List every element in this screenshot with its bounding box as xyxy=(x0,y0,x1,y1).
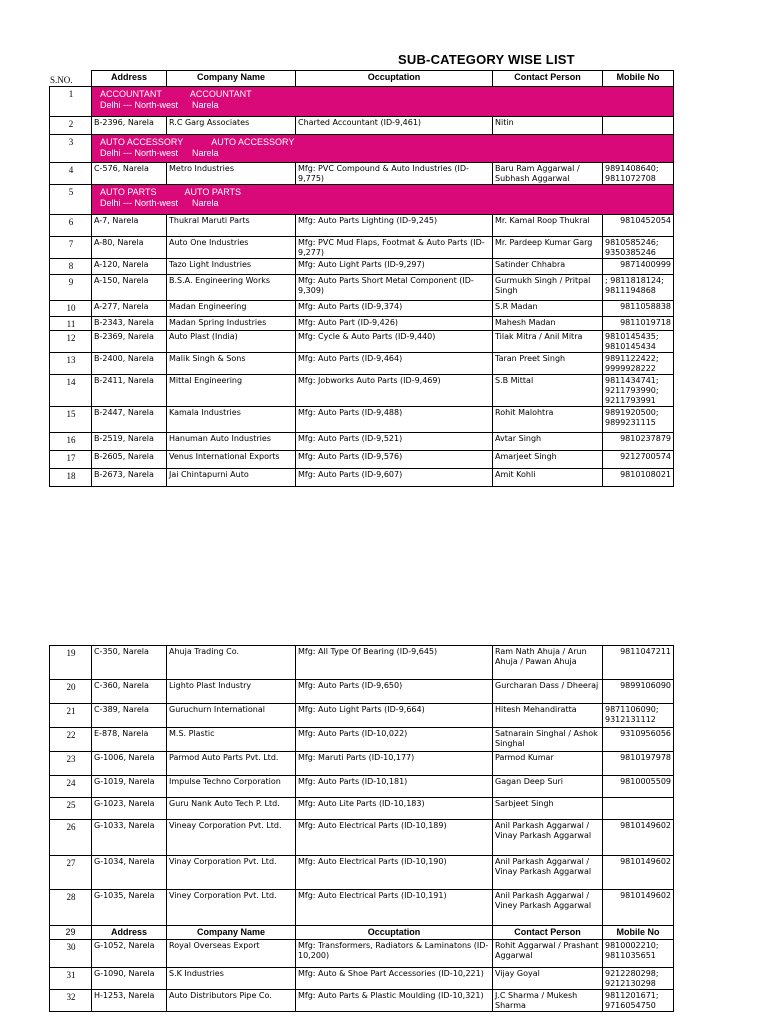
company-cell: Impulse Techno Corporation xyxy=(167,776,296,798)
subcategory-label: AUTO ACCESSORY xyxy=(211,137,295,147)
contact-cell: Mr. Kamal Roop Thukral xyxy=(493,215,603,237)
table-row xyxy=(50,940,674,968)
region-label: Delhi --- North-west xyxy=(100,198,179,208)
mobile-cell: 9811058838 xyxy=(603,301,674,317)
sno-cell: 18 xyxy=(50,469,92,487)
address-cell: G-1090, Narela xyxy=(92,968,167,990)
sno-cell: 13 xyxy=(50,353,92,375)
table-row xyxy=(50,259,674,275)
company-cell: Royal Overseas Export xyxy=(167,940,296,968)
company-cell: Auto Plast (India) xyxy=(167,331,296,353)
contact-cell: Sarbjeet Singh xyxy=(493,798,603,820)
address-cell: G-1033, Narela xyxy=(92,820,167,856)
table-row xyxy=(50,704,674,728)
occupation-cell: Mfg: Auto Parts (ID-9,488) xyxy=(296,407,493,433)
company-cell: Vineay Corporation Pvt. Ltd. xyxy=(167,820,296,856)
sno-cell: 32 xyxy=(50,990,92,1012)
sno-column-header: S.NO. xyxy=(50,75,73,85)
address-cell: C-360, Narela xyxy=(92,680,167,704)
category-banner xyxy=(92,185,674,215)
mobile-cell: ; 9811818124; 9811194868 xyxy=(603,275,674,301)
contact-cell: Taran Preet Singh xyxy=(493,353,603,375)
company-cell: Guruchurn International xyxy=(167,704,296,728)
area-label: Narela xyxy=(192,198,219,208)
company-cell: Parmod Auto Parts Pvt. Ltd. xyxy=(167,752,296,776)
sno-cell: 22 xyxy=(50,728,92,752)
sno-cell: 14 xyxy=(50,375,92,407)
occupation-cell: Mfg: PVC Mud Flaps, Footmat & Auto Parts (ID-9,277) xyxy=(296,237,493,259)
contact-cell: Gagan Deep Suri xyxy=(493,776,603,798)
company-cell: Metro Industries xyxy=(167,163,296,185)
category-banner xyxy=(92,87,674,117)
company-cell: Ahuja Trading Co. xyxy=(167,646,296,680)
address-cell: G-1006, Narela xyxy=(92,752,167,776)
table-row xyxy=(50,215,674,237)
sno-cell: 27 xyxy=(50,856,92,890)
occupation-cell: Mfg: Auto Parts (ID-9,464) xyxy=(296,353,493,375)
column-header-mobile: Mobile No xyxy=(603,71,674,87)
address-cell: A-80, Narela xyxy=(92,237,167,259)
table-row xyxy=(50,968,674,990)
address-cell: G-1023, Narela xyxy=(92,798,167,820)
sno-cell: 30 xyxy=(50,940,92,968)
mobile-cell: 9891920500; 9899231115 xyxy=(603,407,674,433)
address-cell: A-7, Narela xyxy=(92,215,167,237)
contact-cell: Parmod Kumar xyxy=(493,752,603,776)
table-row xyxy=(50,317,674,331)
mobile-cell: 9811047211 xyxy=(603,646,674,680)
sno-header-blank xyxy=(50,71,92,87)
company-cell: Viney Corporation Pvt. Ltd. xyxy=(167,890,296,926)
contact-cell: S.R Madan xyxy=(493,301,603,317)
listing-table-bottom xyxy=(49,645,674,1012)
company-cell: Venus International Exports xyxy=(167,451,296,469)
mobile-cell: 9310956056 xyxy=(603,728,674,752)
contact-cell: Anil Parkash Aggarwal / Viney Parkash Aggarwal xyxy=(493,890,603,926)
address-cell: A-150, Narela xyxy=(92,275,167,301)
address-cell: H-1253, Narela xyxy=(92,990,167,1012)
occupation-cell: Mfg: Auto Part (ID-9,426) xyxy=(296,317,493,331)
occupation-cell: Mfg: Cycle & Auto Parts (ID-9,440) xyxy=(296,331,493,353)
contact-cell: S.B Mittal xyxy=(493,375,603,407)
column-header-contact: Contact Person xyxy=(493,71,603,87)
sno-cell: 23 xyxy=(50,752,92,776)
column-header-company: Company Name xyxy=(167,926,296,940)
occupation-cell: Mfg: Auto Parts (ID-10,022) xyxy=(296,728,493,752)
occupation-cell: Mfg: Auto Parts (ID-9,374) xyxy=(296,301,493,317)
mobile-cell: 9810108021 xyxy=(603,469,674,487)
occupation-cell: Mfg: Auto Electrical Parts (ID-10,189) xyxy=(296,820,493,856)
contact-cell: J.C Sharma / Mukesh Sharma xyxy=(493,990,603,1012)
sno-cell: 9 xyxy=(50,275,92,301)
table-row xyxy=(50,646,674,680)
contact-cell: Mahesh Madan xyxy=(493,317,603,331)
mobile-cell: 9810149602 xyxy=(603,820,674,856)
mobile-cell: 9871400999 xyxy=(603,259,674,275)
occupation-cell: Mfg: Auto Light Parts (ID-9,297) xyxy=(296,259,493,275)
occupation-cell: Charted Accountant (ID-9,461) xyxy=(296,117,493,135)
address-cell: C-576, Narela xyxy=(92,163,167,185)
contact-cell: Vijay Goyal xyxy=(493,968,603,990)
address-cell: A-277, Narela xyxy=(92,301,167,317)
company-cell: Jai Chintapurni Auto xyxy=(167,469,296,487)
company-cell: Mittal Engineering xyxy=(167,375,296,407)
column-header-address: Address xyxy=(92,71,167,87)
address-cell: G-1052, Narela xyxy=(92,940,167,968)
company-cell: Auto One Industries xyxy=(167,237,296,259)
address-cell: C-389, Narela xyxy=(92,704,167,728)
table-row xyxy=(50,407,674,433)
sno-cell: 1 xyxy=(50,87,92,117)
table-row xyxy=(50,680,674,704)
area-label: Narela xyxy=(192,148,219,158)
sno-cell: 15 xyxy=(50,407,92,433)
table-row xyxy=(50,776,674,798)
contact-cell: Baru Ram Aggarwal / Subhash Aggarwal xyxy=(493,163,603,185)
sno-cell: 31 xyxy=(50,968,92,990)
occupation-cell: Mfg: Auto Parts (ID-10,181) xyxy=(296,776,493,798)
contact-cell: Ram Nath Ahuja / Arun Ahuja / Pawan Ahuja xyxy=(493,646,603,680)
contact-cell: Avtar Singh xyxy=(493,433,603,451)
mobile-cell: 9810002210; 9811035651 xyxy=(603,940,674,968)
sno-cell: 26 xyxy=(50,820,92,856)
column-header-mobile: Mobile No xyxy=(603,926,674,940)
table-row xyxy=(50,163,674,185)
sno-cell: 29 xyxy=(50,926,92,940)
occupation-cell: Mfg: Auto Electrical Parts (ID-10,190) xyxy=(296,856,493,890)
table-row xyxy=(50,990,674,1012)
sno-cell: 10 xyxy=(50,301,92,317)
table-row xyxy=(50,433,674,451)
company-cell: B.S.A. Engineering Works xyxy=(167,275,296,301)
table-row xyxy=(50,856,674,890)
contact-cell: Nitin xyxy=(493,117,603,135)
company-cell: Madan Spring Industries xyxy=(167,317,296,331)
contact-cell: Rohit Aggarwal / Prashant Aggarwal xyxy=(493,940,603,968)
address-cell: B-2605, Narela xyxy=(92,451,167,469)
occupation-cell: Mfg: Auto Electrical Parts (ID-10,191) xyxy=(296,890,493,926)
occupation-cell: Mfg: Auto Lite Parts (ID-10,183) xyxy=(296,798,493,820)
sno-cell: 5 xyxy=(50,185,92,215)
occupation-cell: Mfg: Auto Parts (ID-9,607) xyxy=(296,469,493,487)
contact-cell: Gurmukh Singh / Pritpal Singh xyxy=(493,275,603,301)
company-cell: Malik Singh & Sons xyxy=(167,353,296,375)
repeated-header-row xyxy=(50,926,674,940)
mobile-cell: 9891122422; 9999928222 xyxy=(603,353,674,375)
contact-cell: Gurcharan Dass / Dheeraj xyxy=(493,680,603,704)
occupation-cell: Mfg: Jobworks Auto Parts (ID-9,469) xyxy=(296,375,493,407)
sno-cell: 7 xyxy=(50,237,92,259)
contact-cell: Rohit Malohtra xyxy=(493,407,603,433)
occupation-cell: Mfg: Auto Parts Lighting (ID-9,245) xyxy=(296,215,493,237)
occupation-cell: Mfg: Auto Parts (ID-9,521) xyxy=(296,433,493,451)
mobile-cell: 9810237879 xyxy=(603,433,674,451)
company-cell: Auto Distributors Pipe Co. xyxy=(167,990,296,1012)
listing-table-top xyxy=(49,70,674,487)
category-row xyxy=(50,185,674,215)
contact-cell: Hitesh Mehandiratta xyxy=(493,704,603,728)
address-cell: G-1034, Narela xyxy=(92,856,167,890)
mobile-cell: 9891408640; 9811072708 xyxy=(603,163,674,185)
occupation-cell: Mfg: Auto Light Parts (ID-9,664) xyxy=(296,704,493,728)
mobile-cell xyxy=(603,798,674,820)
subcategory-label: AUTO PARTS xyxy=(184,187,242,197)
address-cell: B-2369, Narela xyxy=(92,331,167,353)
table-row xyxy=(50,375,674,407)
header-row xyxy=(50,71,674,87)
mobile-cell: 9810149602 xyxy=(603,856,674,890)
address-cell: C-350, Narela xyxy=(92,646,167,680)
category-label: ACCOUNTANT xyxy=(100,89,162,99)
table-row xyxy=(50,469,674,487)
category-label: AUTO PARTS xyxy=(100,187,157,197)
occupation-cell: Mfg: Auto Parts (ID-9,650) xyxy=(296,680,493,704)
contact-cell: Satnarain Singhal / Ashok Singhal xyxy=(493,728,603,752)
address-cell: B-2673, Narela xyxy=(92,469,167,487)
sno-cell: 12 xyxy=(50,331,92,353)
address-cell: B-2343, Narela xyxy=(92,317,167,331)
company-cell: R.C Garg Associates xyxy=(167,117,296,135)
occupation-cell: Mfg: Auto Parts Short Metal Component (ID-9,309) xyxy=(296,275,493,301)
company-cell: Lighto Plast Industry xyxy=(167,680,296,704)
company-cell: Tazo Light Industries xyxy=(167,259,296,275)
mobile-cell: 9810145435; 9810145434 xyxy=(603,331,674,353)
contact-cell: Amarjeet Singh xyxy=(493,451,603,469)
column-header-company: Company Name xyxy=(167,71,296,87)
region-label: Delhi --- North-west xyxy=(100,100,179,110)
occupation-cell: Mfg: Auto Parts (ID-9,576) xyxy=(296,451,493,469)
address-cell: B-2411, Narela xyxy=(92,375,167,407)
address-cell: B-2519, Narela xyxy=(92,433,167,451)
table-row xyxy=(50,728,674,752)
address-cell: A-120, Narela xyxy=(92,259,167,275)
company-cell: Madan Engineering xyxy=(167,301,296,317)
mobile-cell: 9899106090 xyxy=(603,680,674,704)
mobile-cell: 9212280298; 9212130298 xyxy=(603,968,674,990)
sno-cell: 16 xyxy=(50,433,92,451)
mobile-cell xyxy=(603,117,674,135)
table-row xyxy=(50,890,674,926)
mobile-cell: 9810585246; 9350385246 xyxy=(603,237,674,259)
company-cell: Vinay Corporation Pvt. Ltd. xyxy=(167,856,296,890)
company-cell: Guru Nank Auto Tech P. Ltd. xyxy=(167,798,296,820)
sno-cell: 3 xyxy=(50,135,92,163)
address-cell: B-2400, Narela xyxy=(92,353,167,375)
contact-cell: Amit Kohli xyxy=(493,469,603,487)
region-label: Delhi --- North-west xyxy=(100,148,179,158)
column-header-address: Address xyxy=(92,926,167,940)
sno-cell: 21 xyxy=(50,704,92,728)
sno-cell: 19 xyxy=(50,646,92,680)
sno-cell: 6 xyxy=(50,215,92,237)
company-cell: Kamala Industries xyxy=(167,407,296,433)
table-row xyxy=(50,275,674,301)
mobile-cell: 9212700574 xyxy=(603,451,674,469)
sno-cell: 28 xyxy=(50,890,92,926)
subcategory-label: ACCOUNTANT xyxy=(189,89,252,99)
mobile-cell: 9811019718 xyxy=(603,317,674,331)
sno-cell: 4 xyxy=(50,163,92,185)
category-row xyxy=(50,135,674,163)
address-cell: B-2396, Narela xyxy=(92,117,167,135)
occupation-cell: Mfg: Maruti Parts (ID-10,177) xyxy=(296,752,493,776)
sno-cell: 8 xyxy=(50,259,92,275)
area-label: Narela xyxy=(192,100,219,110)
mobile-cell: 9811201671; 9716054750 xyxy=(603,990,674,1012)
company-cell: M.S. Plastic xyxy=(167,728,296,752)
contact-cell: Anil Parkash Aggarwal / Vinay Parkash Aggarwal xyxy=(493,856,603,890)
table-row xyxy=(50,798,674,820)
sno-cell: 11 xyxy=(50,317,92,331)
sno-cell: 20 xyxy=(50,680,92,704)
mobile-cell: 9810005509 xyxy=(603,776,674,798)
mobile-cell: 9810149602 xyxy=(603,890,674,926)
table-row xyxy=(50,820,674,856)
sno-cell: 25 xyxy=(50,798,92,820)
page-title: SUB-CATEGORY WISE LIST xyxy=(398,52,575,67)
column-header-contact: Contact Person xyxy=(493,926,603,940)
mobile-cell: 9810197978 xyxy=(603,752,674,776)
table-row xyxy=(50,237,674,259)
table-row xyxy=(50,353,674,375)
address-cell: G-1019, Narela xyxy=(92,776,167,798)
table-row xyxy=(50,117,674,135)
contact-cell: Satinder Chhabra xyxy=(493,259,603,275)
table-row xyxy=(50,752,674,776)
company-cell: Hanuman Auto Industries xyxy=(167,433,296,451)
table-row xyxy=(50,301,674,317)
occupation-cell: Mfg: Auto Parts & Plastic Moulding (ID-10,321) xyxy=(296,990,493,1012)
mobile-cell: 9811434741; 9211793990; 9211793991 xyxy=(603,375,674,407)
category-row xyxy=(50,87,674,117)
column-header-occupation: Occuptation xyxy=(296,926,493,940)
company-cell: S.K Industries xyxy=(167,968,296,990)
address-cell: G-1035, Narela xyxy=(92,890,167,926)
occupation-cell: Mfg: PVC Compound & Auto Industries (ID-9,775) xyxy=(296,163,493,185)
contact-cell: Mr. Pardeep Kumar Garg xyxy=(493,237,603,259)
company-cell: Thukral Maruti Parts xyxy=(167,215,296,237)
occupation-cell: Mfg: Auto & Shoe Part Accessories (ID-10,221) xyxy=(296,968,493,990)
sno-cell: 2 xyxy=(50,117,92,135)
column-header-occupation: Occuptation xyxy=(296,71,493,87)
contact-cell: Anil Parkash Aggarwal / Vinay Parkash Aggarwal xyxy=(493,820,603,856)
category-label: AUTO ACCESSORY xyxy=(100,137,184,147)
sno-cell: 17 xyxy=(50,451,92,469)
address-cell: B-2447, Narela xyxy=(92,407,167,433)
table-row xyxy=(50,331,674,353)
occupation-cell: Mfg: All Type Of Bearing (ID-9,645) xyxy=(296,646,493,680)
contact-cell: Tilak Mitra / Anil Mitra xyxy=(493,331,603,353)
mobile-cell: 9810452054 xyxy=(603,215,674,237)
sno-cell: 24 xyxy=(50,776,92,798)
occupation-cell: Mfg: Transformers, Radiators & Laminatons (ID-10,200) xyxy=(296,940,493,968)
category-banner xyxy=(92,135,674,163)
table-row xyxy=(50,451,674,469)
address-cell: E-878, Narela xyxy=(92,728,167,752)
mobile-cell: 9871106090; 9312131112 xyxy=(603,704,674,728)
